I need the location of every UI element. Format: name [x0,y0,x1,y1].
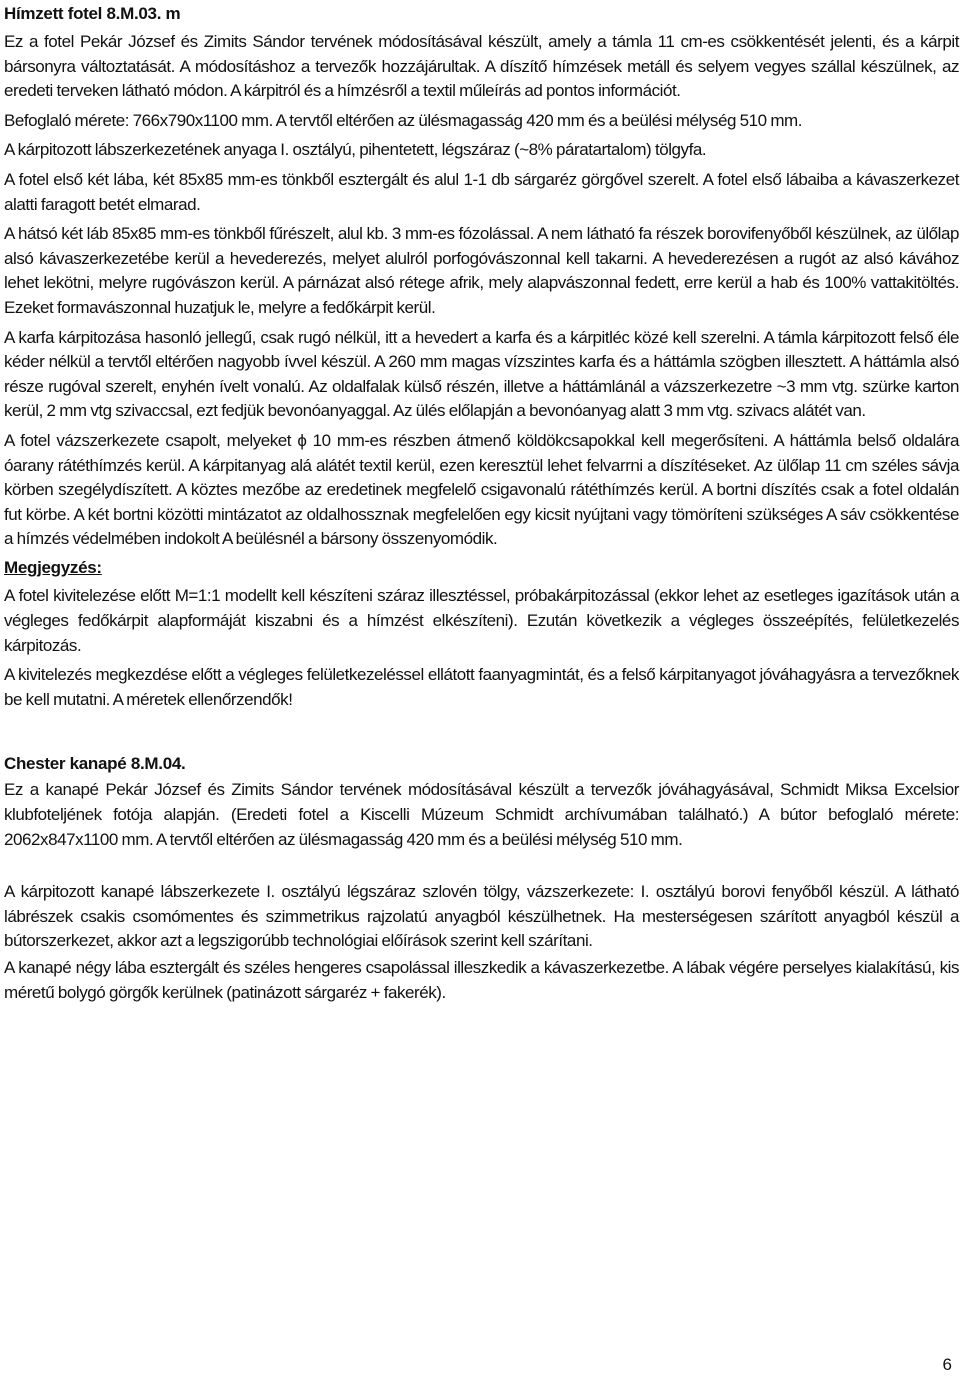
paragraph: A kárpitozott lábszerkezetének anyaga I. osztályú, pihentetett, légszáraz (~8% páratartalom) tölgyfa. [4,140,707,160]
paragraph: A hátsó két láb 85x85 mm-es tönkből fűrészelt, alul kb. 3 mm-es fózolással. A nem látható fa részek borovifenyőből készülnek, az ülőlap alsó kávaszerkezetébe kerül a hevederezés, melyet alulról porfogóvászonnal kell takarni. A hevederezésen a rugót az alsó kávához lehet lekötni, melyre rugóvászon kerül. A párnázat alsó rétege afrik, mely alapvászonnal fedett, erre kerül a hab és 100% vattakitöltés. Ezeket formavászonnal huzatjuk le, melyre a fedőkárpit kerül. [4,224,959,317]
note-heading: Megjegyzés: [4,557,102,577]
page-number: 6 [942,1355,952,1374]
paragraph: A fotel kivitelezése előtt M=1:1 modellt kell készíteni száraz illesztéssel, próbakárpitozással (ekkor lehet az esetleges igazítások után a végleges fedőkárpit alapformáját kiszabni és a hímzést elkészíteni). Ezután következik a végleges összeépítés, felületkezelés kárpitozás. [4,586,959,655]
section-heading-kanape: Chester kanapé 8.M.04. [4,754,186,774]
paragraph: A kivitelezés megkezdése előtt a végleges felületkezeléssel ellátott faanyagmintát, és a felső kárpitanyagot jóváhagyásra a tervezőknek be kell mutatni. A méretek ellenőrzendők! [4,665,959,709]
paragraph: A kárpitozott kanapé lábszerkezete I. osztályú légszáraz szlovén tölgy, vázszerkezete: I. osztályú borovi fenyőből készül. A látható lábrészek csakis csomómentes és szimmetrikus rajzolatú anyagból készülhetnek. Ha mesterségesen szárított anyagból készül a bútorszerkezet, akkor azt a legszigorúbb technológiai előírások szerint kell szárítani. [4,882,959,951]
paragraph: A fotel első két lába, két 85x85 mm-es tönkből esztergált és alul 1-1 db sárgaréz görgővel szerelt. A fotel első lábaiba a kávaszerkezet alatti faragott betét elmarad. [4,169,959,214]
paragraph: Befoglaló mérete: 766x790x1100 mm. A tervtől eltérően az ülésmagasság 420 mm és a beülési mélység 510 mm. [4,110,803,130]
section-heading-fotel: Hímzett fotel 8.M.03. m [4,4,181,23]
paragraph: A karfa kárpitozása hasonló jellegű, csak rugó nélkül, itt a hevedert a karfa és a kárpitléc közé kell szerelni. A támla kárpitozott felső éle kéder nélkül a tervtől eltérően nagyobb ívvel készül. A 260 mm magas vízszintes karfa és a háttámla szögben illesztett. A háttámla alsó része rugóval szerelt, enyhén ívelt vonalú. Az oldalfalak külső részén, illetve a háttámlánál a vázszerkezetre ~3 mm vtg. szürke karton kerül, 2 mm vtg szivaccsal, ezt fedjük bevonóanyaggal. Az ülés előlapján a bevonóanyag alatt 3 mm vtg. szivacs alátét van. [4,327,959,421]
paragraph: Ez a fotel Pekár József és Zimits Sándor tervének módosításával készült, amely a támla 11 cm-es csökkentését jelenti, és a kárpit bársonyra változtatását. A módosításhoz a tervezők hozzájárultak. A díszítő hímzések metáll és selyem vegyes szállal készülnek, az eredeti terveken látható módon. A kárpitról és a hímzésről a textil műleírás ad pontos információt. [4,32,959,101]
paragraph: A kanapé négy lába esztergált és széles hengeres csapolással illeszkedik a kávaszerkezetbe. A lábak végére perselyes kialakítású, kis méretű bolygó görgők kerülnek (patinázott sárgaréz + fakerék). [4,958,959,1002]
document-page [4,0,959,1005]
paragraph: A fotel vázszerkezete csapolt, melyeket ϕ 10 mm-es részben átmenő köldökcsapokkal kell megerősíteni. A háttámla belső oldalára óarany rátéthímzés kerül. A kárpitanyag alá alátét textil kerül, ezen keresztül lehet felvarrni a díszítéseket. Az ülőlap 11 cm széles sávja körben szegélydíszített. A köztes mezőbe az eredetinek megfelelő csigavonalú rátéthímzés kerül. A bortni díszítés csak a fotel oldalán fut körbe. A két bortni közötti mintázatot az oldalhossznak megfelelően egy kicsit nyújtani vagy tömöríteni szükséges A sáv csökkentése a hímzés védelmében indokolt A beülésnél a bársony összenyomódik. [4,430,959,549]
paragraph: Ez a kanapé Pekár József és Zimits Sándor tervének módosításával készült a tervezők jóváhagyásával, Schmidt Miksa Excelsior klubfoteljének fotója alapján. (Eredeti fotel a Kiscelli Múzeum Schmidt archívumában található.) A bútor befoglaló mérete: 2062x847x1100 mm. A tervtől eltérően az ülésmagasság 420 mm és a beülési mélység 510 mm. [4,780,959,849]
